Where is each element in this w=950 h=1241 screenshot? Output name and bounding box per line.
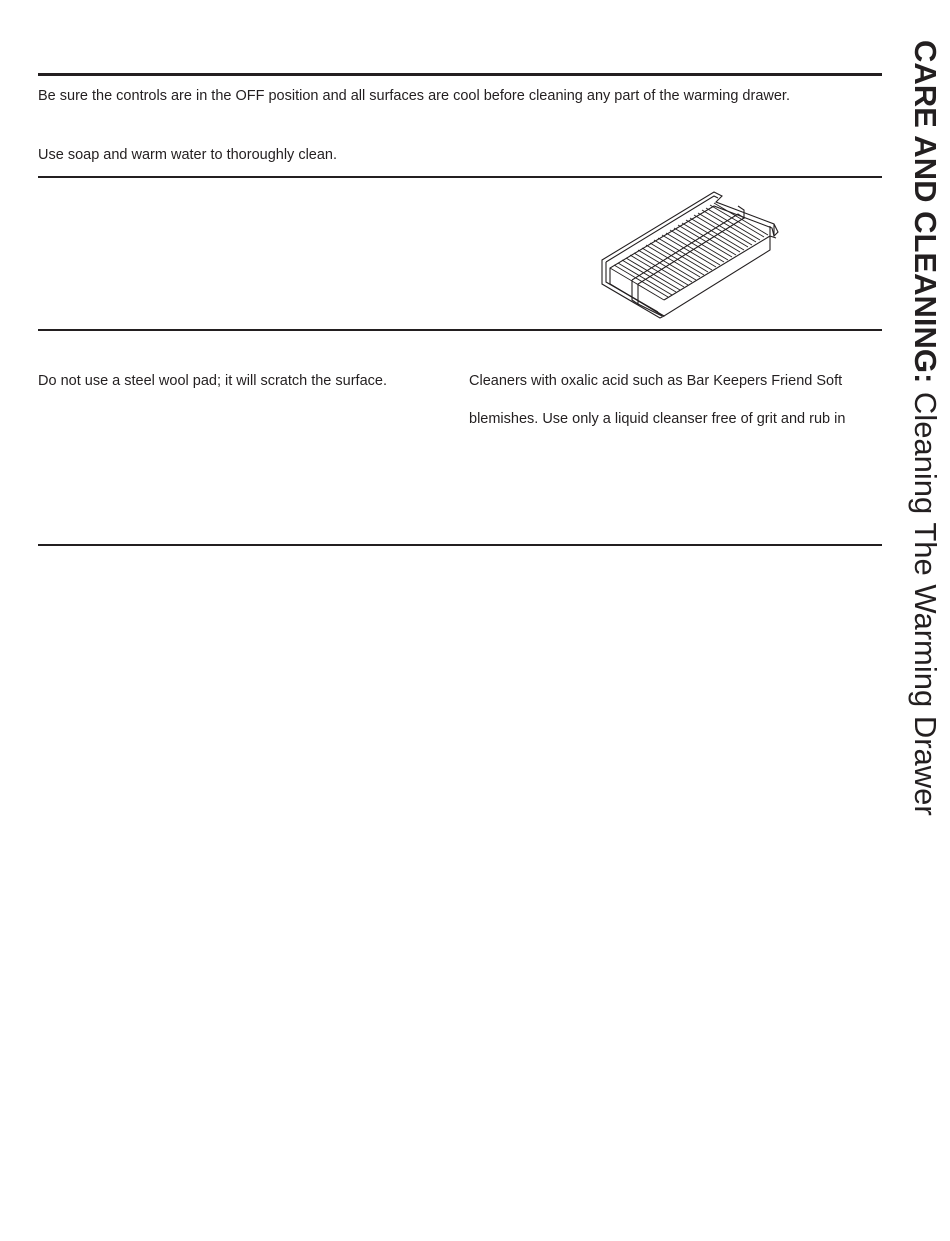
section-divider-rack: [38, 176, 882, 178]
soap-instruction-text: Use soap and warm water to thoroughly clean.: [38, 147, 338, 163]
oxalic-acid-text-line1: Cleaners with oxalic acid such as Bar Keepers Friend Soft: [469, 373, 843, 389]
section-divider-top: [38, 73, 882, 76]
section-name: CARE AND CLEANING:: [908, 40, 943, 384]
side-section-title: [903, 40, 943, 860]
steel-wool-warning-text: Do not use a steel wool pad; it will scratch the surface.: [38, 373, 387, 389]
topic-name: Cleaning The Warming Drawer: [908, 391, 943, 816]
warming-rack-illustration: [598, 188, 784, 320]
controls-warning-text: Be sure the controls are in the OFF position and all surfaces are cool before cleaning any part of the warming drawer.: [38, 88, 790, 104]
oxalic-acid-text-line2: blemishes. Use only a liquid cleanser free of grit and rub in: [469, 411, 846, 427]
section-divider-middle: [38, 329, 882, 331]
section-divider-bottom: [38, 544, 882, 546]
